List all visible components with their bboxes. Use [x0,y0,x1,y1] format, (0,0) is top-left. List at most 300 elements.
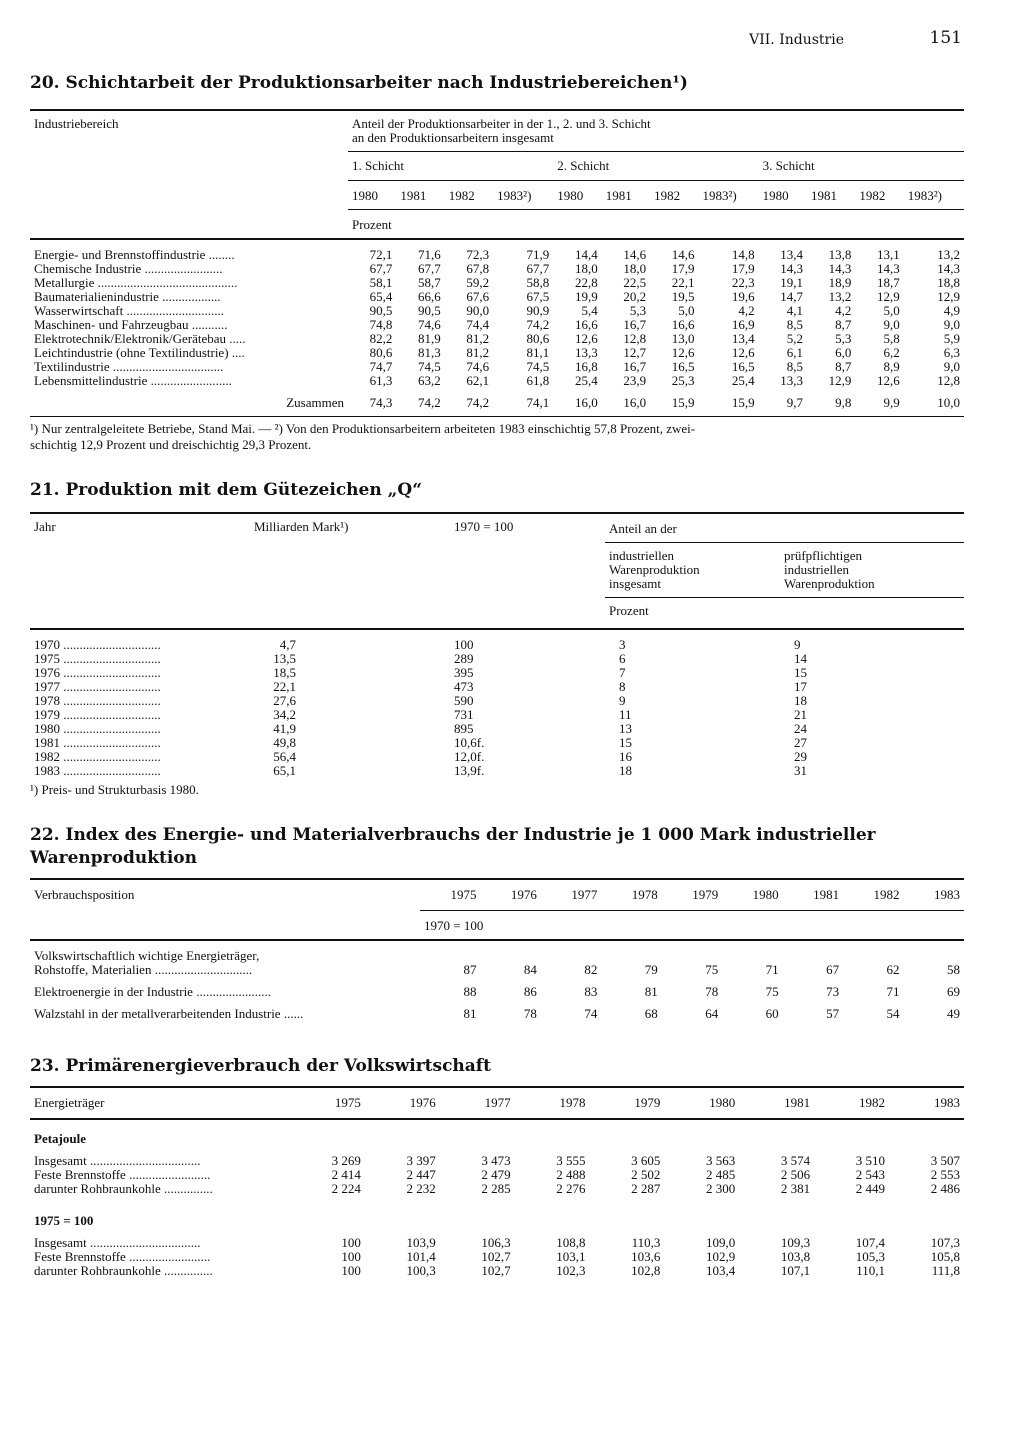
table-20 [30,109,964,410]
cell-value: 2 479 [481,1167,511,1182]
table-row [30,1154,964,1168]
cell-value: 3 507 [930,1153,960,1168]
cell-value: 88 [463,984,477,999]
cell-value: 14,8 [731,247,755,262]
cell-value: 108,8 [556,1235,586,1250]
cell-value: 74,8 [369,317,393,332]
cell-value: 83 [584,984,598,999]
year-header: 1981 [396,181,444,210]
cell-value: 87 [463,962,477,977]
value-share-industrial: 9 [619,693,626,708]
cell-value: 12,7 [623,345,647,360]
cell-value: 86 [523,984,537,999]
table-22 [30,878,964,1029]
year-header: 1982 [445,181,493,210]
year-header: 1976 [510,887,537,902]
spacer-cell [300,764,450,778]
cell-value: 16,8 [574,359,598,374]
cell-value: 58 [947,962,960,977]
cell-value: 14,7 [780,289,803,304]
value-share-industrial: 16 [619,749,632,764]
year-header: 1980 [348,181,396,210]
column-label-energietraeger: Energieträger [34,1095,105,1110]
row-label: Lebensmittelindustrie ......................... [34,373,232,388]
cell-value: 109,3 [780,1235,811,1250]
year-header: 1983 [934,887,960,902]
table-row [30,985,964,1007]
table-row [30,1168,964,1182]
row-label: Energie- und Brennstoffindustrie ........ [34,247,235,262]
total-row [30,396,964,410]
spacer-cell [300,638,450,652]
table-20-block [30,72,964,453]
cell-value: 2 486 [930,1181,960,1196]
footnote-line-1: ¹) Nur zentralgeleitete Betriebe, Stand Mai. — ²) Von den Produktionsarbeitern arbeiteten 1983 einschichtig 57,8 Prozent, zwei- [30,421,696,436]
cell-value: 6,3 [943,345,960,360]
cell-value: 19,6 [731,289,755,304]
cell-value: 14,3 [828,261,852,276]
cell-value: 71,6 [418,247,441,262]
cell-value: 25,4 [731,373,755,388]
year-header: 1977 [571,887,598,902]
cell-value: 14,6 [671,247,695,262]
cell-value: 14,4 [574,247,598,262]
value-mrd: 65,1 [273,763,296,778]
year-header: 1983²) [904,181,964,210]
column-label-industriebereich: Industriebereich [34,116,119,131]
value-index: 895 [454,721,474,736]
header-spacer [30,210,348,240]
sub2-line-2: industriellen [784,562,849,577]
total-value: 74,2 [418,395,441,410]
cell-value: 68 [644,1006,658,1021]
row-label: Insgesamt .................................. [34,1153,201,1168]
cell-value: 6,2 [883,345,900,360]
table-row [30,276,964,290]
value-index: 395 [454,665,474,680]
cell-value: 58,7 [418,275,441,290]
unit-label: 1970 = 100 [420,911,964,941]
cell-value: 9,0 [943,359,960,374]
cell-value: 107,1 [780,1263,811,1278]
cell-value: 13,3 [780,373,803,388]
cell-value: 22,1 [671,275,695,290]
year-header: 1980 [553,181,601,210]
cell-value: 74,2 [526,317,550,332]
cell-value: 102,9 [706,1249,736,1264]
cell-value: 8,7 [835,359,852,374]
cell-value: 100 [341,1249,361,1264]
year-label: 1977 .............................. [34,679,161,694]
total-value: 16,0 [623,395,647,410]
cell-value: 13,4 [780,247,803,262]
cell-value: 102,7 [481,1263,511,1278]
value-share-pruefpflichtig: 18 [794,693,807,708]
cell-value: 9,0 [943,317,960,332]
cell-value: 8,5 [786,317,803,332]
cell-value: 12,6 [877,373,900,388]
cell-value: 74,5 [526,359,550,374]
cell-value: 3 269 [331,1153,361,1168]
year-header: 1983²) [493,181,553,210]
year-header: 1979 [692,887,719,902]
row-label: Walzstahl in der metallverarbeitenden Industrie ...... [34,1006,304,1021]
cell-value: 2 447 [406,1167,436,1182]
cell-value: 3 397 [406,1153,436,1168]
cell-value: 67,7 [526,261,550,276]
year-label: 1978 .............................. [34,693,161,708]
group-2-schicht: 2. Schicht [553,152,758,181]
cell-value: 74,6 [418,317,441,332]
row-label: darunter Rohbraunkohle ............... [34,1181,213,1196]
row-label: Leichtindustrie (ohne Textilindustrie) .... [34,345,245,360]
cell-value: 58,1 [369,275,393,290]
cell-value: 100 [341,1235,361,1250]
table-20-title: 20. Schichtarbeit der Produktionsarbeiter nach Industriebereichen¹) [30,73,688,93]
cell-value: 81,9 [418,331,441,346]
year-header: 1975 [334,1095,361,1110]
value-share-industrial: 11 [619,707,632,722]
cell-value: 107,4 [855,1235,885,1250]
row-label-line-1: Volkswirtschaftlich wichtige Energieträger, [34,948,260,963]
cell-value: 4,1 [786,303,803,318]
table-row [30,1236,964,1250]
cell-value: 14,3 [877,261,900,276]
value-share-industrial: 13 [619,721,632,736]
table-22-title-line-1: 22. Index des Energie- und Materialverbrauchs der Industrie je 1 000 Mark industrieller [30,825,876,845]
cell-value: 13,1 [877,247,900,262]
table-22-block [30,824,964,1029]
year-header: 1978 [631,887,658,902]
cell-value: 81 [463,1006,477,1021]
cell-value: 18,9 [828,275,852,290]
cell-value: 90,0 [466,303,490,318]
year-header: 1982 [650,181,698,210]
cell-value: 80,6 [369,345,393,360]
spacer-cell [300,750,450,764]
cell-value: 18,0 [574,261,598,276]
value-share-pruefpflichtig: 14 [794,651,807,666]
spacer-cell [300,694,450,708]
cell-value: 2 485 [706,1167,736,1182]
year-header: 1976 [409,1095,436,1110]
footnote-line-2: schichtig 12,9 Prozent und dreischichtig 29,3 Prozent. [30,437,312,452]
value-share-industrial: 6 [619,651,626,666]
cell-value: 107,3 [930,1235,960,1250]
cell-value: 74,6 [466,359,490,374]
cell-value: 16,7 [623,359,647,374]
cell-value: 2 414 [331,1167,361,1182]
cell-value: 12,6 [574,331,598,346]
cell-value: 74,5 [418,359,441,374]
cell-value: 90,5 [369,303,393,318]
cell-value: 2 449 [855,1181,885,1196]
cell-value: 103,8 [780,1249,811,1264]
value-mrd: 27,6 [273,693,296,708]
table-row [30,1250,964,1264]
row-label: Baumaterialienindustrie .................. [34,289,221,304]
year-header: 1980 [709,1095,736,1110]
row-label: Feste Brennstoffe ......................... [34,1249,211,1264]
cell-value: 110,1 [856,1263,885,1278]
year-header: 1981 [813,887,840,902]
year-header: 1980 [752,887,779,902]
cell-value: 6,0 [835,345,852,360]
cell-value: 2 224 [331,1181,361,1196]
cell-value: 9,0 [883,317,900,332]
page [30,20,964,1278]
cell-value: 5,2 [786,331,803,346]
value-share-pruefpflichtig: 24 [794,721,807,736]
cell-value: 25,4 [574,373,598,388]
year-header: 1982 [873,887,900,902]
cell-value: 4,9 [943,303,960,318]
header-spacer [30,911,420,941]
row-label: Elektroenergie in der Industrie ....................... [34,984,271,999]
year-label: 1980 .............................. [34,721,161,736]
table-23-block [30,1055,964,1278]
cell-value: 16,7 [623,317,647,332]
value-index: 590 [454,693,474,708]
cell-value: 3 563 [706,1153,736,1168]
year-header: 1983²) [698,181,758,210]
value-index: 289 [454,651,474,666]
sub1-line-1: industriellen [609,548,674,563]
cell-value: 19,5 [671,289,695,304]
table-row [30,680,964,694]
table-row [30,694,964,708]
cell-value: 16,5 [671,359,695,374]
total-value: 10,0 [937,395,960,410]
value-index: 100 [454,637,474,652]
cell-value: 71,9 [526,247,550,262]
cell-value: 2 488 [556,1167,586,1182]
cell-value: 20,2 [623,289,647,304]
table-row [30,1264,964,1278]
year-label: 1982 .............................. [34,749,161,764]
cell-value: 2 276 [556,1181,586,1196]
cell-value: 74 [584,1006,598,1021]
cell-value: 13,8 [828,247,852,262]
total-value: 9,9 [883,395,900,410]
sub2-line-1: prüfpflichtigen [784,548,862,563]
year-label: 1979 .............................. [34,707,161,722]
table-row [30,360,964,374]
cell-value: 25,3 [671,373,695,388]
cell-value: 13,4 [731,331,755,346]
cell-value: 71 [765,962,779,977]
sub2-line-3: Warenproduktion [784,576,875,591]
running-head: VII. Industrie [749,32,844,48]
spacer-cell [300,652,450,666]
year-label: 1975 .............................. [34,651,161,666]
cell-value: 66,6 [418,289,441,304]
row-label: Feste Brennstoffe ......................... [34,1167,211,1182]
value-index: 473 [454,679,474,694]
subheader-pruefpflichtig [780,543,964,598]
cell-value: 12,9 [877,289,900,304]
table-row [30,963,964,985]
table-22-title-line-2: Warenproduktion [30,848,197,868]
row-label: Textilindustrie .................................. [34,359,224,374]
row-label: darunter Rohbraunkohle ............... [34,1263,213,1278]
cell-value: 102,8 [631,1263,661,1278]
cell-value: 67,7 [418,261,441,276]
cell-value: 19,9 [574,289,598,304]
cell-value: 101,4 [406,1249,436,1264]
value-mrd: 49,8 [273,735,296,750]
section-petajoule: Petajoule [34,1131,86,1146]
value-mrd: 4,7 [279,637,296,652]
cell-value: 81,1 [526,345,550,360]
value-share-industrial: 8 [619,679,626,694]
table-row [30,708,964,722]
cell-value: 111,8 [931,1263,960,1278]
cell-value: 5,3 [629,303,647,318]
cell-value: 5,0 [883,303,900,318]
cell-value: 74,7 [369,359,393,374]
cell-value: 105,3 [855,1249,885,1264]
cell-value: 81 [644,984,658,999]
row-label: Elektrotechnik/Elektronik/Gerätebau ..... [34,331,246,346]
cell-value: 72,1 [369,247,393,262]
group-3-schicht: 3. Schicht [759,152,964,181]
row-label: Metallurgie ........................................... [34,275,238,290]
cell-value: 16,6 [671,317,695,332]
cell-value: 103,4 [706,1263,736,1278]
cell-value: 3 574 [780,1153,811,1168]
value-share-pruefpflichtig: 17 [794,679,807,694]
cell-value: 84 [523,962,537,977]
total-value: 16,0 [574,395,598,410]
table-row [30,638,964,652]
row-label: Rohstoffe, Materialien .............................. [34,962,253,977]
cell-value: 12,6 [671,345,695,360]
table-23 [30,1086,964,1278]
cell-value: 13,3 [574,345,598,360]
cell-value: 12,9 [937,289,960,304]
year-header: 1979 [634,1095,661,1110]
value-mrd: 34,2 [273,707,296,722]
value-share-industrial: 18 [619,763,632,778]
cell-value: 81,2 [466,345,490,360]
table-row [30,666,964,680]
cell-value: 16,5 [731,359,755,374]
cell-value: 82,2 [369,331,393,346]
cell-value: 102,7 [481,1249,511,1264]
cell-value: 6,1 [786,345,803,360]
value-mrd: 22,1 [273,679,296,694]
value-share-pruefpflichtig: 27 [794,735,807,750]
cell-value: 67,8 [466,261,490,276]
cell-value: 80,6 [526,331,550,346]
cell-value: 2 506 [780,1167,811,1182]
cell-value: 8,7 [835,317,852,332]
column-label-share: Anteil an der [605,513,964,543]
value-share-pruefpflichtig: 15 [794,665,807,680]
sub1-line-3: insgesamt [609,576,661,591]
year-label: 1983 .............................. [34,763,161,778]
total-value: 74,1 [526,395,550,410]
table-20-footnote [30,421,964,453]
total-value: 9,8 [835,395,852,410]
cell-value: 103,6 [631,1249,661,1264]
cell-value: 22,8 [574,275,598,290]
row-label: Maschinen- und Fahrzeugbau ........... [34,317,228,332]
table-row [30,736,964,750]
value-share-industrial: 3 [619,637,626,652]
table-row [30,346,964,360]
cell-value: 106,3 [481,1235,511,1250]
section-index: 1975 = 100 [34,1213,94,1228]
cell-value: 4,2 [738,303,755,318]
table-21-block [30,479,964,798]
value-index: 12,0f. [454,749,485,764]
cell-value: 22,5 [623,275,647,290]
cell-value: 62,1 [466,373,490,388]
footnote-rule [30,416,964,417]
value-share-industrial: 7 [619,665,626,680]
value-share-pruefpflichtig: 21 [794,707,807,722]
column-label-mrd: Milliarden Mark¹) [254,519,349,534]
cell-value: 103,9 [406,1235,436,1250]
cell-value: 75 [765,984,779,999]
cell-value: 54 [886,1006,900,1021]
cell-value: 103,1 [556,1249,586,1264]
year-header: 1982 [859,1095,885,1110]
table-21-footnote: ¹) Preis- und Strukturbasis 1980. [30,782,199,797]
cell-value: 81,3 [418,345,441,360]
year-label: 1981 .............................. [34,735,161,750]
table-row-label-continuation [30,949,964,963]
cell-value: 67 [826,962,840,977]
cell-value: 14,3 [780,261,803,276]
table-23-title: 23. Primärenergieverbrauch der Volkswirtschaft [30,1056,491,1076]
year-label: 1970 .............................. [34,637,161,652]
value-share-pruefpflichtig: 29 [794,749,807,764]
desc-line-1: Anteil der Produktionsarbeiter in der 1., 2. und 3. Schicht [352,116,651,131]
cell-value: 2 287 [631,1181,661,1196]
cell-value: 8,5 [786,359,803,374]
cell-value: 12,8 [937,373,960,388]
year-header: 1977 [484,1095,511,1110]
cell-value: 67,6 [466,289,490,304]
cell-value: 90,9 [526,303,550,318]
cell-value: 13,2 [828,289,852,304]
group-1-schicht: 1. Schicht [348,152,553,181]
value-share-industrial: 15 [619,735,632,750]
column-label-jahr: Jahr [34,519,56,534]
total-label: Zusammen [286,395,344,410]
value-index: 10,6f. [454,735,485,750]
cell-value: 16,9 [731,317,755,332]
value-mrd: 18,5 [273,665,296,680]
year-header: 1983 [934,1095,960,1110]
column-description [348,110,964,152]
year-header: 1982 [855,181,903,210]
cell-value: 4,2 [835,303,852,318]
table-row [30,750,964,764]
cell-value: 19,1 [780,275,803,290]
cell-value: 61,3 [369,373,393,388]
table-21-title: 21. Produktion mit dem Gütezeichen „Q“ [30,480,422,500]
year-header: 1981 [602,181,650,210]
cell-value: 5,4 [581,303,598,318]
spacer-cell [300,736,450,750]
row-label: Chemische Industrie ........................ [34,261,223,276]
total-value: 9,7 [786,395,803,410]
total-value: 15,9 [671,395,695,410]
